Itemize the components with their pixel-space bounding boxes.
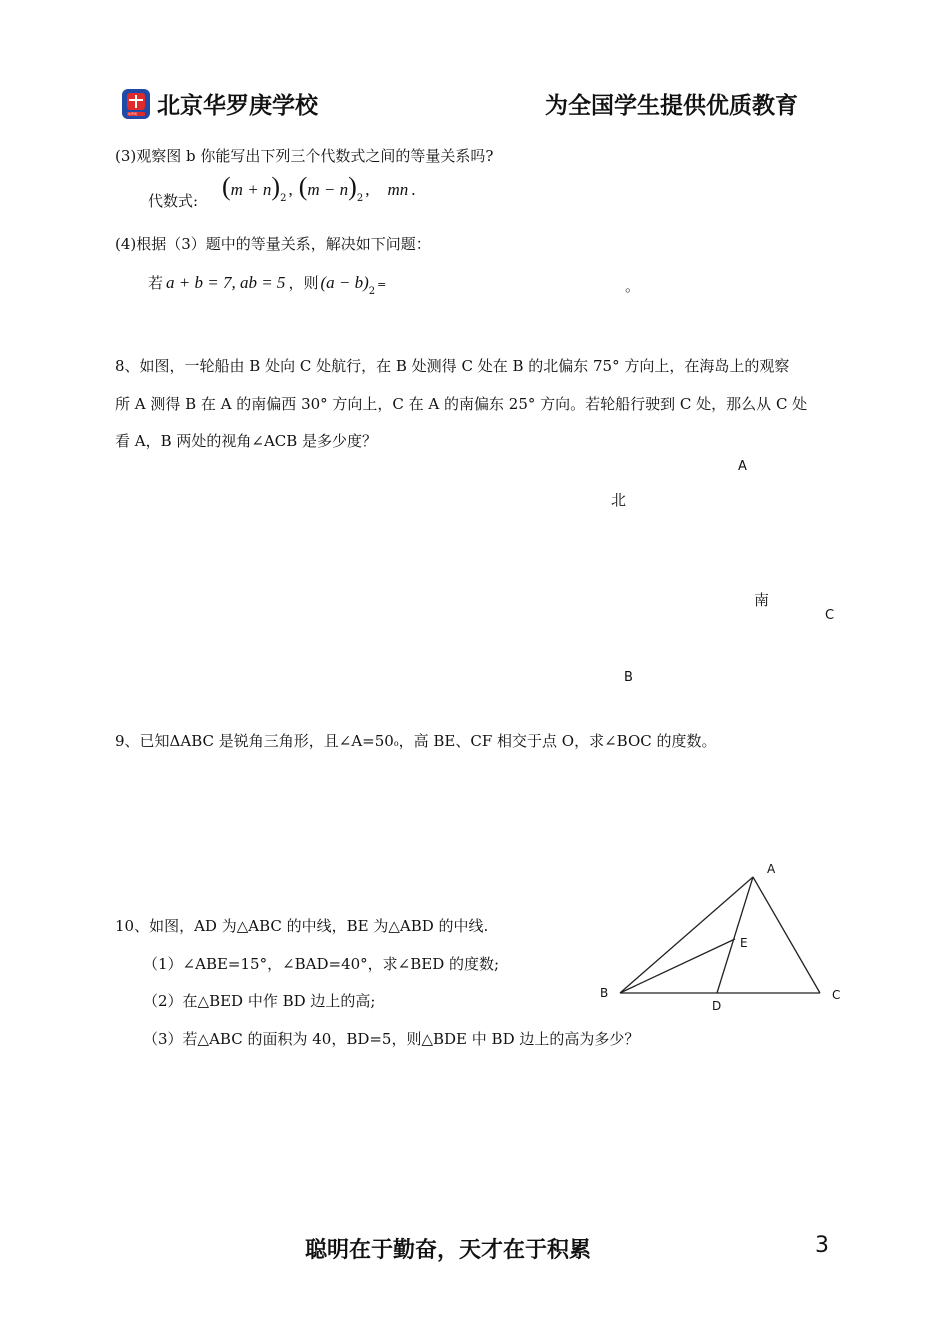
q8-label-north: 北 — [611, 491, 627, 509]
q3-label: 代数式: — [148, 192, 199, 210]
header-slogan: 为全国学生提供优质教育 — [545, 93, 798, 119]
q4-text: (4)根据（3）题中的等量关系，解决如下问题： — [115, 235, 431, 253]
q10-label-d: D — [712, 999, 722, 1013]
q3-expressions — [222, 172, 415, 204]
expr2-body: m − n — [307, 180, 349, 199]
expr2-open: ( — [298, 172, 308, 201]
q9-degree: o — [393, 739, 399, 748]
q9-text — [115, 730, 717, 751]
q10-label-c: C — [832, 988, 841, 1002]
q10-triangle-figure — [595, 855, 850, 1025]
q4-expr2: (a − b) — [320, 273, 369, 292]
q10-label-b: B — [600, 986, 609, 1000]
q10-label-a: A — [767, 862, 776, 876]
expr1-close: ) — [271, 172, 281, 201]
q10-line1: 10、如图，AD 为△ABC 的中线，BE 为△ABD 的中线. — [115, 917, 489, 935]
logo-text: 华罗庚 — [128, 112, 138, 116]
median-be — [620, 939, 735, 993]
school-name: 北京华罗庚学校 — [157, 93, 318, 119]
median-ad — [717, 877, 753, 993]
q8-label-a: A — [738, 459, 747, 474]
edge-ac — [753, 877, 820, 993]
expr1-open: ( — [222, 172, 231, 201]
edge-ab — [620, 877, 753, 993]
sep1: , — [288, 180, 293, 199]
expr1-body: m + n — [230, 180, 272, 199]
q8-label-b: B — [624, 670, 633, 685]
q10-sub3: （3）若△ABC 的面积为 40，BD=5，则△BDE 中 BD 边上的高为多少？ — [143, 1030, 640, 1048]
q4-sup: 2 — [368, 286, 376, 297]
q4-eq: = — [377, 278, 387, 291]
q8-label-c: C — [825, 608, 835, 623]
expr2-close: ) — [348, 172, 357, 201]
q10-sub1: （1）∠ABE=15°，∠BAD=40°，求∠BED 的度数; — [143, 955, 500, 973]
q4-expr: a + b = 7, ab = 5 — [166, 273, 286, 292]
school-logo — [122, 89, 150, 119]
q10-sub2: （2）在△BED 中作 BD 边上的高; — [143, 992, 376, 1010]
q8-line1: 8、如图，一轮船由 B 处向 C 处航行，在 B 处测得 C 处在 B 的北偏东 75° 方向上，在海岛上的观察 — [115, 357, 790, 375]
q3-text: (3)观察图 b 你能写出下列三个代数式之间的等量关系吗? — [115, 147, 494, 165]
q3-end: . — [411, 180, 416, 199]
q4-then: ，则 — [288, 274, 319, 292]
q4-expression — [148, 272, 386, 297]
page-number: 3 — [815, 1233, 829, 1258]
expr2-sup: 2 — [356, 193, 364, 204]
footer-motto: 聪明在于勤奋，天才在于积累 — [305, 1238, 592, 1263]
q4-end: 。 — [625, 277, 641, 295]
q9-text-a: 9、已知ΔABC 是锐角三角形，且∠A=50 — [115, 732, 394, 750]
expr1-sup: 2 — [280, 193, 287, 204]
q9-text-b: ，高 BE、CF 相交于点 O，求∠BOC 的度数。 — [398, 732, 717, 750]
q10-label-e: E — [740, 936, 748, 950]
expr3: mn — [387, 180, 409, 199]
q8-line3: 看 A，B 两处的视角∠ACB 是多少度？ — [115, 432, 378, 450]
q8-label-south: 南 — [754, 591, 770, 609]
sep2: , — [365, 180, 370, 199]
q4-prefix: 若 — [148, 274, 164, 292]
q8-line2: 所 A 测得 B 在 A 的南偏西 30° 方向上，C 在 A 的南偏东 25° 方向。若轮船行驶到 C 处，那么从 C 处 — [115, 395, 808, 413]
